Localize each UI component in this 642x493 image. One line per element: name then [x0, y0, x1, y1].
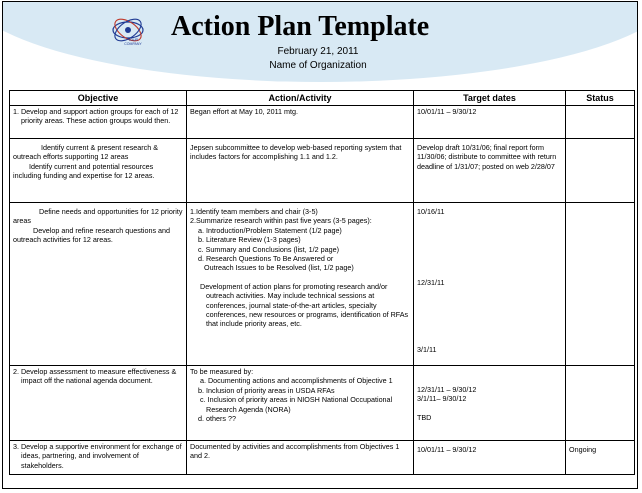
table-row: [10, 441, 635, 475]
table-row: [10, 203, 635, 366]
document-page: [2, 1, 638, 489]
status-cell: [566, 106, 635, 139]
action-cell: 1.Identify team members and chair (3-5) 2.Summarize research within past five years (3-5 pages): a. Introduction/Problem Statement (1/2 page) b. Literature Review (1-3 pages) c. Summary and Conclusions (list, 1/2 page) d. Research Questions To Be Answered or Outreach Issues to be Resolved (list, 1/2 page) Development of action plans for promoting research and/or outreach activities. May include technical sessions at conferences, journal state-of-the-art articles, specialty conferences, new resources or programs, identification of RFAs that include priority areas, etc.: [187, 203, 414, 366]
status-cell: [566, 139, 635, 203]
document-date: February 21, 2011: [277, 46, 359, 57]
company-logo-text: YOUR COMPANY: [124, 38, 142, 46]
action-cell: To be measured by: a. Documenting actions and accomplishments of Objective 1 b. Inclusion of priority areas in USDA RFAs c. Inclusion of priority areas in NIOSH National Occupational Research Agenda (NORA) d. others ??: [187, 366, 414, 441]
status-cell: [566, 366, 635, 441]
column-header-action: Action/Activity: [187, 91, 414, 106]
table-row: [10, 106, 635, 139]
objective-cell: 3. Develop a supportive environment for exchange of ideas, partnering, and involvement of stakeholders.: [10, 441, 187, 475]
column-header-objective: Objective: [10, 91, 187, 106]
target-cell: 10/01/11 – 9/30/12: [414, 106, 566, 139]
action-cell: Jepsen subcommittee to develop web-based reporting system that includes factors for accomplishing 1.1 and 1.2.: [187, 139, 414, 203]
target-cell: Develop draft 10/31/06; final report form 11/30/06; distribute to committee with return deadline of 1/31/07; posted on web 2/28/07: [414, 139, 566, 203]
action-cell: Documented by activities and accomplishments from Objectives 1 and 2.: [187, 441, 414, 475]
table-header-row: [10, 91, 635, 106]
page-title: Action Plan Template: [171, 11, 430, 42]
objective-cell: Identify current & present research & outreach efforts supporting 12 areas Identify current and potential resources including funding and expertise for 12 areas.: [10, 139, 187, 203]
target-cell: 12/31/11 – 9/30/12 3/1/11– 9/30/12 TBD: [414, 366, 566, 441]
status-cell: Ongoing: [566, 441, 635, 475]
table-row: [10, 366, 635, 441]
action-cell: Began effort at May 10, 2011 mtg.: [187, 106, 414, 139]
target-cell: 10/01/11 – 9/30/12: [414, 441, 566, 475]
column-header-status: Status: [566, 91, 635, 106]
table-row: [10, 139, 635, 203]
column-header-target-dates: Target dates: [414, 91, 566, 106]
objective-cell: 2. Develop assessment to measure effectiveness & impact off the national agenda document.: [10, 366, 187, 441]
target-cell: 10/16/11 12/31/11 3/1/11: [414, 203, 566, 366]
action-plan-table: [9, 90, 635, 475]
organization-name: Name of Organization: [269, 60, 367, 71]
objective-cell: Define needs and opportunities for 12 priority areas Develop and refine research questions and outreach activities for 12 areas.: [10, 203, 187, 366]
objective-cell: 1. Develop and support action groups for each of 12 priority areas. These action groups would then.: [10, 106, 187, 139]
status-cell: [566, 203, 635, 366]
